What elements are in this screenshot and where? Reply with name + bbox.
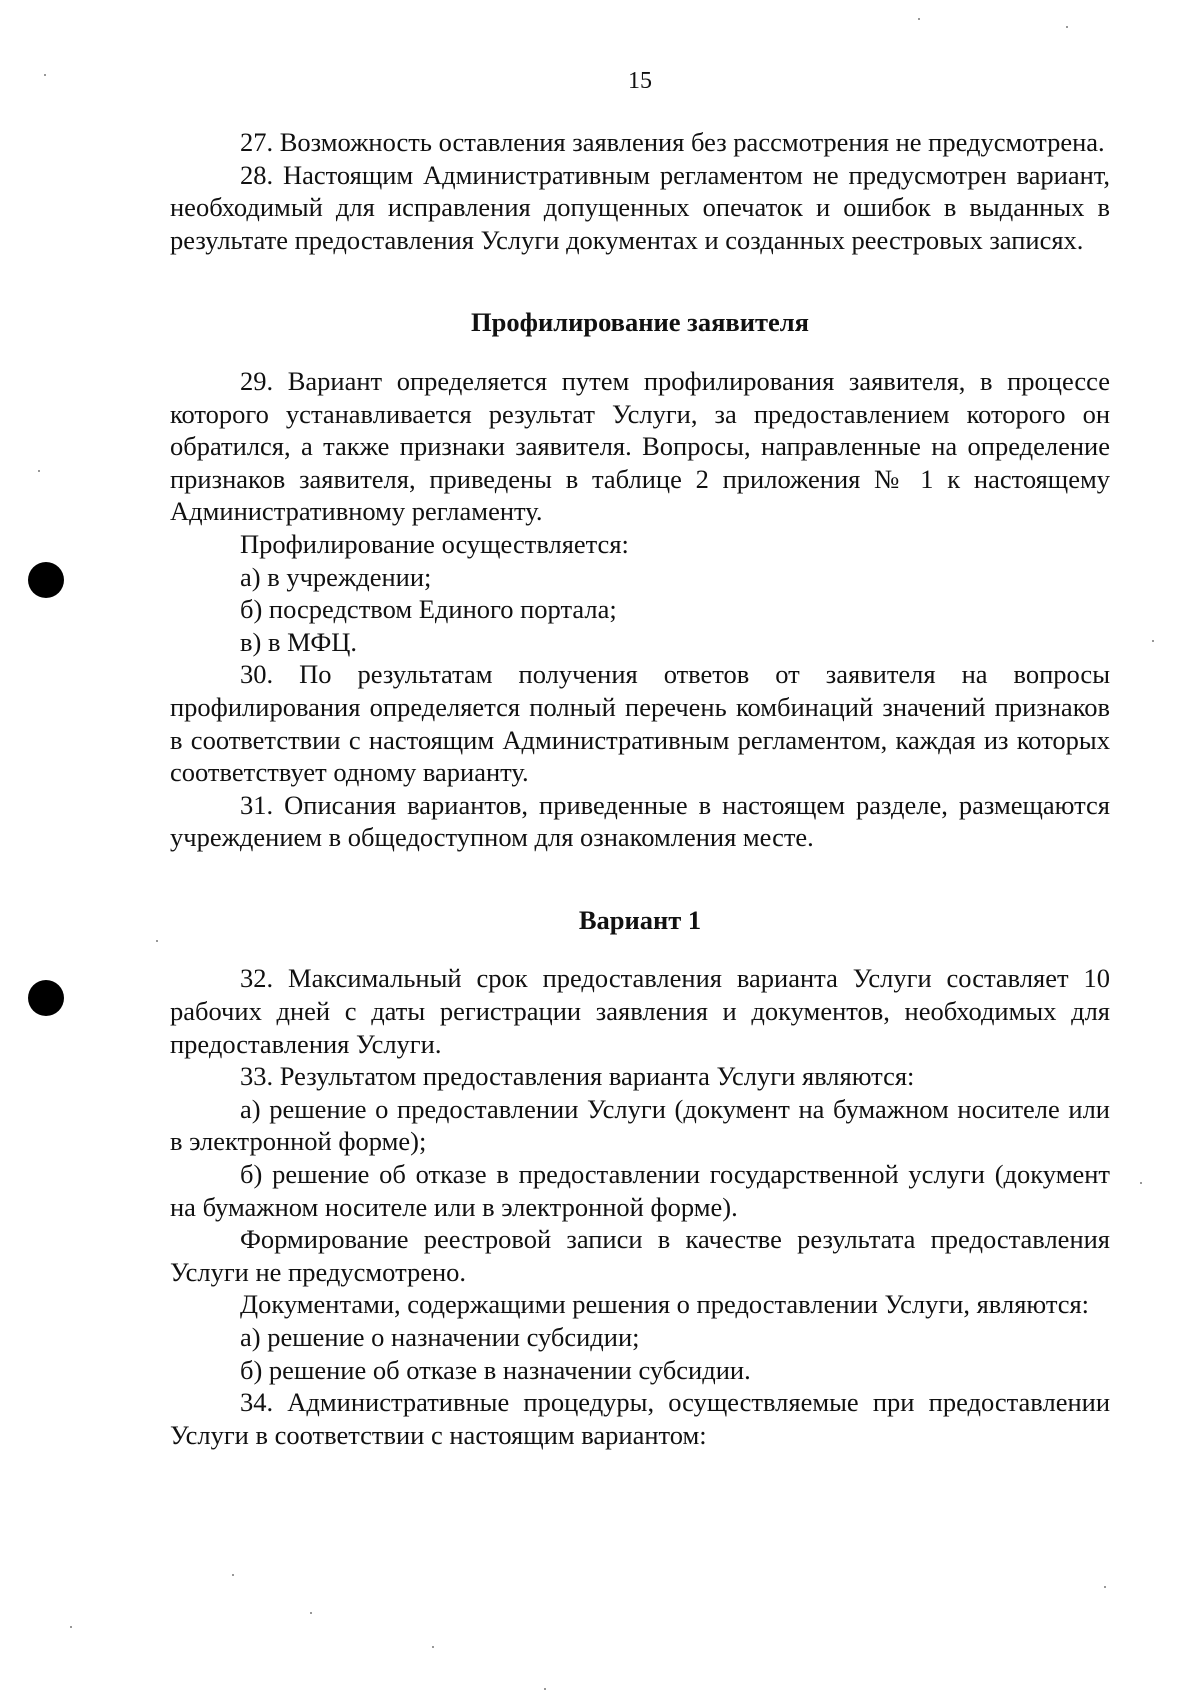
paragraph-33: 33. Результатом предоставления варианта Услуги являются: (240, 1061, 915, 1092)
paragraph-28: 28. Настоящим Административным регламентом не предусмотрен вариант, необходимый для исправления допущенных опечаток и ошибок в выданных в результате предоставления Услуги документах и созданных реестровых записях. (170, 159, 1110, 255)
spacer (170, 256, 1110, 306)
list-item-c: в) в МФЦ. (240, 626, 358, 657)
paragraph-34: 34. Административные процедуры, осуществляемые при предоставлении Услуги в соответствии с настоящим вариантом: (170, 1387, 1110, 1450)
decision-item-a: а) решение о назначении субсидии; (240, 1322, 640, 1352)
list-item-b: б) посредством Единого портала; (240, 594, 617, 625)
scan-speck (1104, 1586, 1106, 1588)
spacer (170, 339, 1110, 365)
document-body (170, 126, 1110, 1451)
list-item-a: а) в учреждении; (240, 561, 432, 592)
scan-speck (1140, 1182, 1142, 1184)
scan-speck (544, 1688, 546, 1690)
punch-hole-bottom (28, 980, 64, 1016)
paragraph-30: 30. По результатам получения ответов от заявителя на вопросы профилирования определяется полный перечень комбинаций значений признаков в соответствии с настоящим Административным регламентом, каждая из которых соответствует одному варианту. (170, 659, 1110, 788)
section-heading-variant-1: Вариант 1 (578, 904, 702, 935)
scan-speck (432, 1646, 434, 1648)
punch-hole-top (28, 562, 64, 598)
paragraph-31: 31. Описания вариантов, приведенные в настоящем разделе, размещаются учреждением в общедоступном для ознакомления месте. (170, 789, 1110, 853)
scan-speck (310, 1612, 312, 1614)
scan-speck (918, 18, 920, 20)
page-number: 15 (628, 68, 652, 94)
paragraph-27: 27. Возможность оставления заявления без рассмотрения не предусмотрена. (240, 127, 1105, 157)
paragraph-29: 29. Вариант определяется путем профилирования заявителя, в процессе которого устанавливается результат Услуги, за предоставлением которого он обратился, а также признаки заявителя. Вопросы, направленные на определение признаков заявителя, приведены в таблице 2 приложения № 1 к настоящему Административному регламенту. (170, 365, 1110, 527)
paragraph-32: 32. Максимальный срок предоставления варианта Услуги составляет 10 рабочих дней с даты регистрации заявления и документов, необходимых для предоставления Услуги. (170, 963, 1110, 1059)
spacer (170, 854, 1110, 904)
scan-speck (1152, 640, 1154, 642)
scan-speck (70, 1626, 72, 1628)
result-item-b: б) решение об отказе в предоставлении государственной услуги (документ на бумажном носителе или в электронной форме). (170, 1159, 1110, 1222)
spacer (170, 936, 1110, 962)
scan-speck (232, 1574, 234, 1576)
scan-speck (156, 940, 158, 942)
result-item-a: а) решение о предоставлении Услуги (документ на бумажном носителе или в электронной форме); (170, 1093, 1110, 1157)
paragraph-decision-documents: Документами, содержащими решения о предоставлении Услуги, являются: (240, 1289, 1090, 1320)
scan-speck (1066, 26, 1068, 28)
paragraph-registry-record: Формирование реестровой записи в качестве результата предоставления Услуги не предусмотрено. (170, 1224, 1110, 1287)
section-heading-profiling: Профилирование заявителя (471, 307, 809, 338)
paragraph-profiling-intro: Профилирование осуществляется: (240, 528, 629, 559)
scan-speck (38, 470, 40, 472)
decision-item-b: б) решение об отказе в назначении субсидии. (240, 1354, 751, 1385)
